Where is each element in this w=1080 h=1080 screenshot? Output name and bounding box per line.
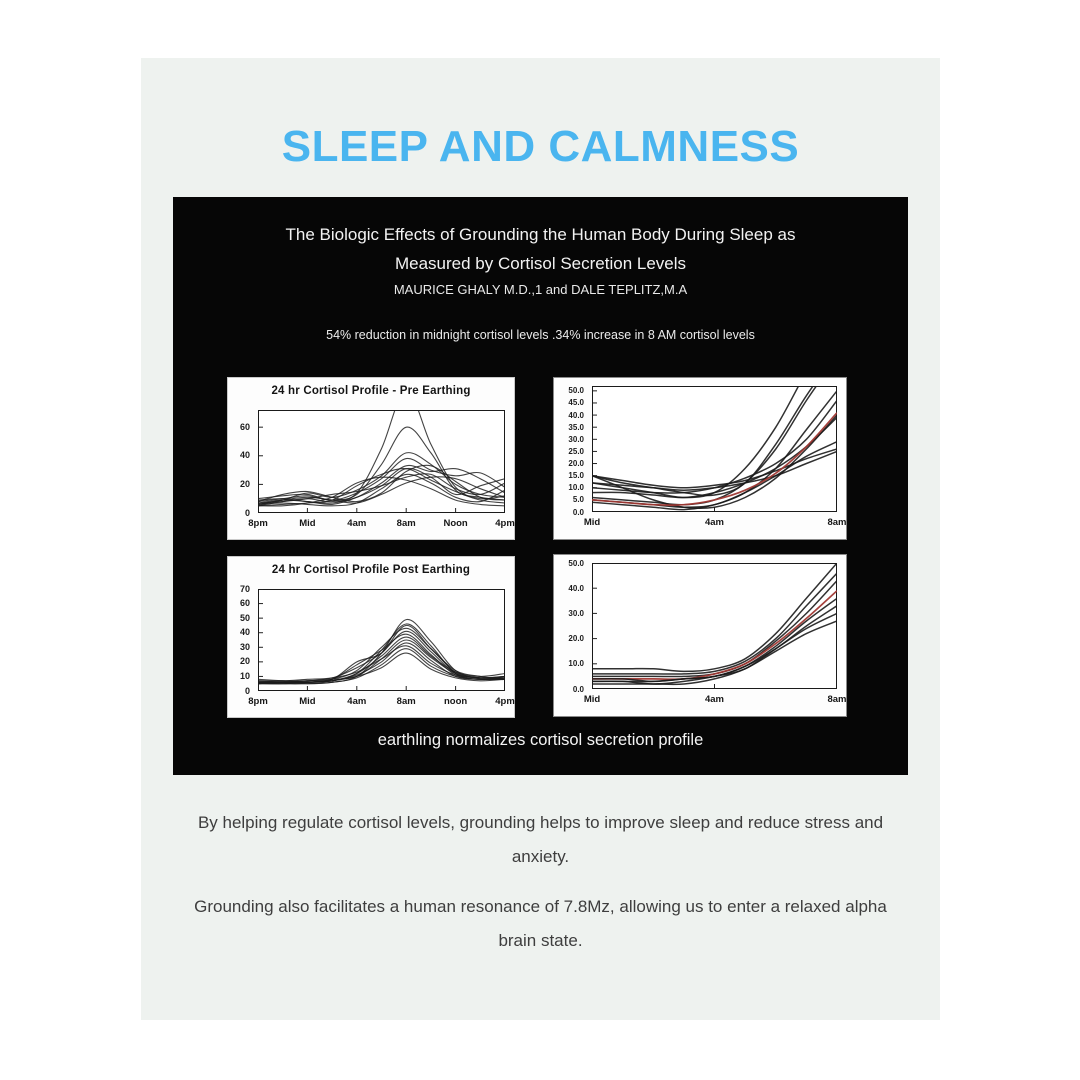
y-tick-label: 20 bbox=[239, 656, 250, 667]
cortisol-lines-plot bbox=[592, 386, 837, 512]
y-tick-label: 50.0 bbox=[568, 558, 584, 568]
panel-caption: earthling normalizes cortisol secretion profile bbox=[377, 731, 704, 749]
y-tick-label: 30 bbox=[239, 641, 250, 652]
y-tick-label: 50 bbox=[239, 612, 250, 623]
y-tick-label: 10.0 bbox=[568, 483, 584, 493]
y-tick-label: 25.0 bbox=[568, 446, 584, 456]
cortisol-lines-plot bbox=[258, 589, 505, 691]
y-tick-label: 20.0 bbox=[568, 459, 584, 469]
x-tick-label: 8am bbox=[827, 694, 847, 705]
x-tick-label: 8am bbox=[396, 518, 416, 529]
y-tick-label: 0 bbox=[244, 685, 250, 696]
x-tick-label: 4am bbox=[704, 694, 725, 705]
y-tick-label: 15.0 bbox=[568, 471, 584, 481]
content-card bbox=[141, 58, 940, 1020]
study-panel bbox=[173, 197, 908, 775]
y-tick-label: 40.0 bbox=[568, 583, 584, 593]
paragraph-resonance: Grounding also facilitates a human resonance of 7.8Mz, allowing us to enter a relaxed alpha brain state. bbox=[194, 897, 887, 950]
x-tick-label: 4am bbox=[347, 518, 367, 529]
y-tick-label: 30.0 bbox=[568, 434, 584, 444]
chart-pre-earthing-night-detail bbox=[553, 377, 847, 540]
chart-pre-earthing-24h bbox=[227, 377, 515, 540]
y-tick-label: 10.0 bbox=[568, 659, 584, 669]
x-tick-label: Mid bbox=[583, 694, 601, 705]
chart-title: 24 hr Cortisol Profile - Pre Earthing bbox=[271, 385, 471, 397]
y-tick-label: 5.0 bbox=[572, 495, 584, 505]
x-tick-label: noon bbox=[443, 696, 468, 707]
x-tick-label: 8pm bbox=[248, 696, 268, 707]
x-tick-label: 4pm bbox=[495, 518, 515, 529]
paragraph-sleep-stress: By helping regulate cortisol levels, grounding helps to improve sleep and reduce stress and anxiety. bbox=[197, 813, 884, 866]
x-tick-label: 4am bbox=[347, 696, 367, 707]
y-tick-label: 40 bbox=[239, 627, 250, 638]
y-tick-label: 35.0 bbox=[568, 422, 584, 432]
y-tick-label: 45.0 bbox=[568, 398, 584, 408]
cortisol-lines-plot bbox=[258, 410, 505, 513]
study-heading: The Biologic Effects of Grounding the Human Body During Sleep as Measured by Cortisol Secretion Levels bbox=[285, 225, 796, 273]
chart-post-earthing-night-detail bbox=[553, 554, 847, 717]
y-tick-label: 20 bbox=[239, 478, 250, 489]
y-tick-label: 60 bbox=[239, 598, 250, 609]
page-title: SLEEP AND CALMNESS bbox=[281, 122, 800, 171]
study-stat-line: 54% reduction in midnight cortisol levels .34% increase in 8 AM cortisol levels bbox=[326, 328, 755, 342]
y-tick-label: 0.0 bbox=[572, 507, 584, 517]
x-tick-label: Mid bbox=[299, 518, 316, 529]
x-tick-label: Mid bbox=[583, 517, 601, 528]
x-tick-label: 4am bbox=[704, 517, 725, 528]
study-authors: MAURICE GHALY M.D.,1 and DALE TEPLITZ,M.A bbox=[393, 282, 688, 297]
y-tick-label: 60 bbox=[239, 421, 250, 432]
y-tick-label: 70 bbox=[239, 583, 250, 594]
y-tick-label: 0.0 bbox=[572, 684, 584, 694]
x-tick-label: Mid bbox=[299, 696, 316, 707]
y-tick-label: 10 bbox=[239, 670, 250, 681]
y-tick-label: 50.0 bbox=[568, 386, 584, 396]
x-tick-label: 8am bbox=[396, 696, 416, 707]
x-tick-label: 8pm bbox=[248, 518, 268, 529]
y-tick-label: 40.0 bbox=[568, 410, 584, 420]
cortisol-lines-plot bbox=[592, 563, 837, 689]
y-tick-label: 0 bbox=[244, 507, 250, 518]
chart-post-earthing-24h bbox=[227, 556, 515, 718]
chart-title: 24 hr Cortisol Profile Post Earthing bbox=[271, 564, 471, 576]
x-tick-label: 4pm bbox=[495, 696, 515, 707]
y-tick-label: 20.0 bbox=[568, 634, 584, 644]
y-tick-label: 30.0 bbox=[568, 608, 584, 618]
x-tick-label: Noon bbox=[443, 518, 468, 529]
y-tick-label: 40 bbox=[239, 450, 250, 461]
body-text-block bbox=[181, 806, 900, 958]
x-tick-label: 8am bbox=[827, 517, 847, 528]
